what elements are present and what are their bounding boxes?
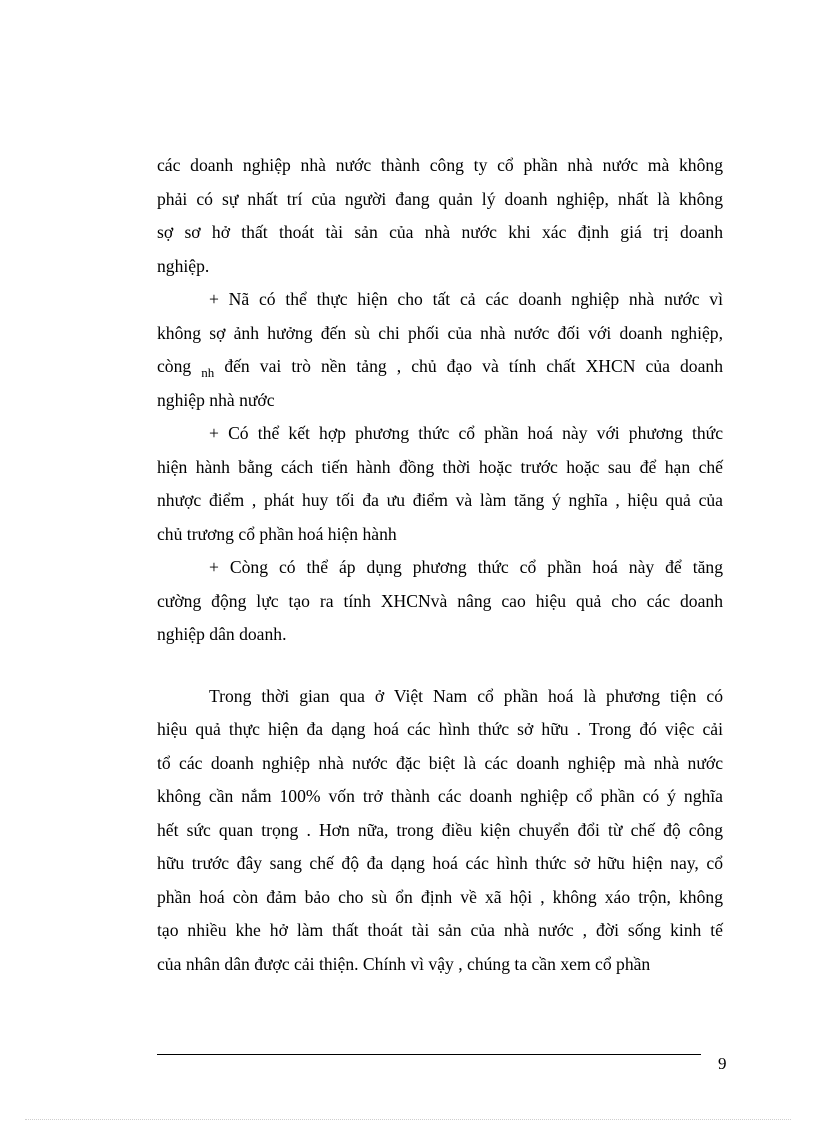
- body-text: [157, 149, 723, 981]
- text-line: tạo nhiều khe hở làm thất thoát tài sản của nhà nước , đời sống kinh tế: [157, 920, 723, 940]
- text-fragment: đến vai trò nền tảng , chủ đạo và tính chất XHCN của doanh: [224, 356, 723, 376]
- paragraph: [157, 551, 723, 652]
- text-line: hữu trước đây sang chế độ đa dạng hoá các hình thức sở hữu hiện nay, cổ: [157, 853, 723, 873]
- text-line: + Có thể kết hợp phương thức cổ phần hoá này với phương thức: [209, 423, 723, 443]
- page-number: 9: [718, 1054, 727, 1073]
- text-line: phần hoá còn đảm bảo cho sù ổn định về xã hội , không xáo trộn, không: [157, 886, 723, 907]
- paragraph: [157, 680, 723, 982]
- paragraph: [157, 283, 723, 417]
- text-line: cường động lực tạo ra tính XHCNvà nâng cao hiệu quả cho các doanh: [157, 590, 723, 611]
- text-line: nghiệp dân doanh.: [157, 624, 287, 644]
- text-line: nhược điểm , phát huy tối đa ưu điểm và làm tăng ý nghĩa , hiệu quả của: [157, 490, 723, 510]
- footer-rule: [157, 1054, 701, 1055]
- text-line: hiện hành bằng cách tiến hành đồng thời hoặc trước hoặc sau để hạn chế: [157, 456, 723, 477]
- text-line: phải có sự nhất trí của người đang quản lý doanh nghiệp, nhất là không: [157, 188, 723, 209]
- text-line: nghiệp.: [157, 255, 210, 276]
- text-line: nghiệp nhà nước: [157, 389, 275, 410]
- text-line: của nhân dân được cải thiện. Chính vì vậy , chúng ta cần xem cổ phần: [157, 953, 651, 974]
- text-line: [157, 350, 723, 384]
- text-line: Trong thời gian qua ở Việt Nam cổ phần hoá là phương tiện có: [209, 685, 723, 706]
- text-line: hết sức quan trọng . Hơn nữa, trong điều kiện chuyển đổi từ chế độ công: [157, 819, 723, 840]
- text-line: các doanh nghiệp nhà nước thành công ty cổ phần nhà nước mà không: [157, 155, 723, 175]
- paragraph-gap: [157, 652, 723, 680]
- text-line: + Nã có thể thực hiện cho tất cả các doanh nghiệp nhà nước vì: [209, 289, 723, 309]
- text-line: chủ trương cổ phần hoá hiện hành: [157, 523, 397, 544]
- text-line: sợ sơ hở thất thoát tài sản của nhà nước khi xác định giá trị doanh: [157, 222, 723, 242]
- text-fragment: còng: [157, 356, 192, 376]
- text-line: không cần nắm 100% vốn trở thành các doanh nghiệp cổ phần có ý nghĩa: [157, 786, 723, 806]
- subscript-fragment: nh: [201, 365, 215, 380]
- text-line: không sợ ảnh hưởng đến sù chi phối của nhà nước đối với doanh nghiệp,: [157, 322, 723, 343]
- page-edge-divider: [25, 1119, 791, 1120]
- text-line: hiệu quả thực hiện đa dạng hoá các hình thức sở hữu . Trong đó việc cải: [157, 719, 723, 739]
- paragraph: [157, 149, 723, 283]
- text-line: tổ các doanh nghiệp nhà nước đặc biệt là các doanh nghiệp mà nhà nước: [157, 752, 723, 773]
- text-line: + Còng có thể áp dụng phương thức cổ phần hoá này để tăng: [209, 557, 723, 577]
- paragraph: [157, 417, 723, 551]
